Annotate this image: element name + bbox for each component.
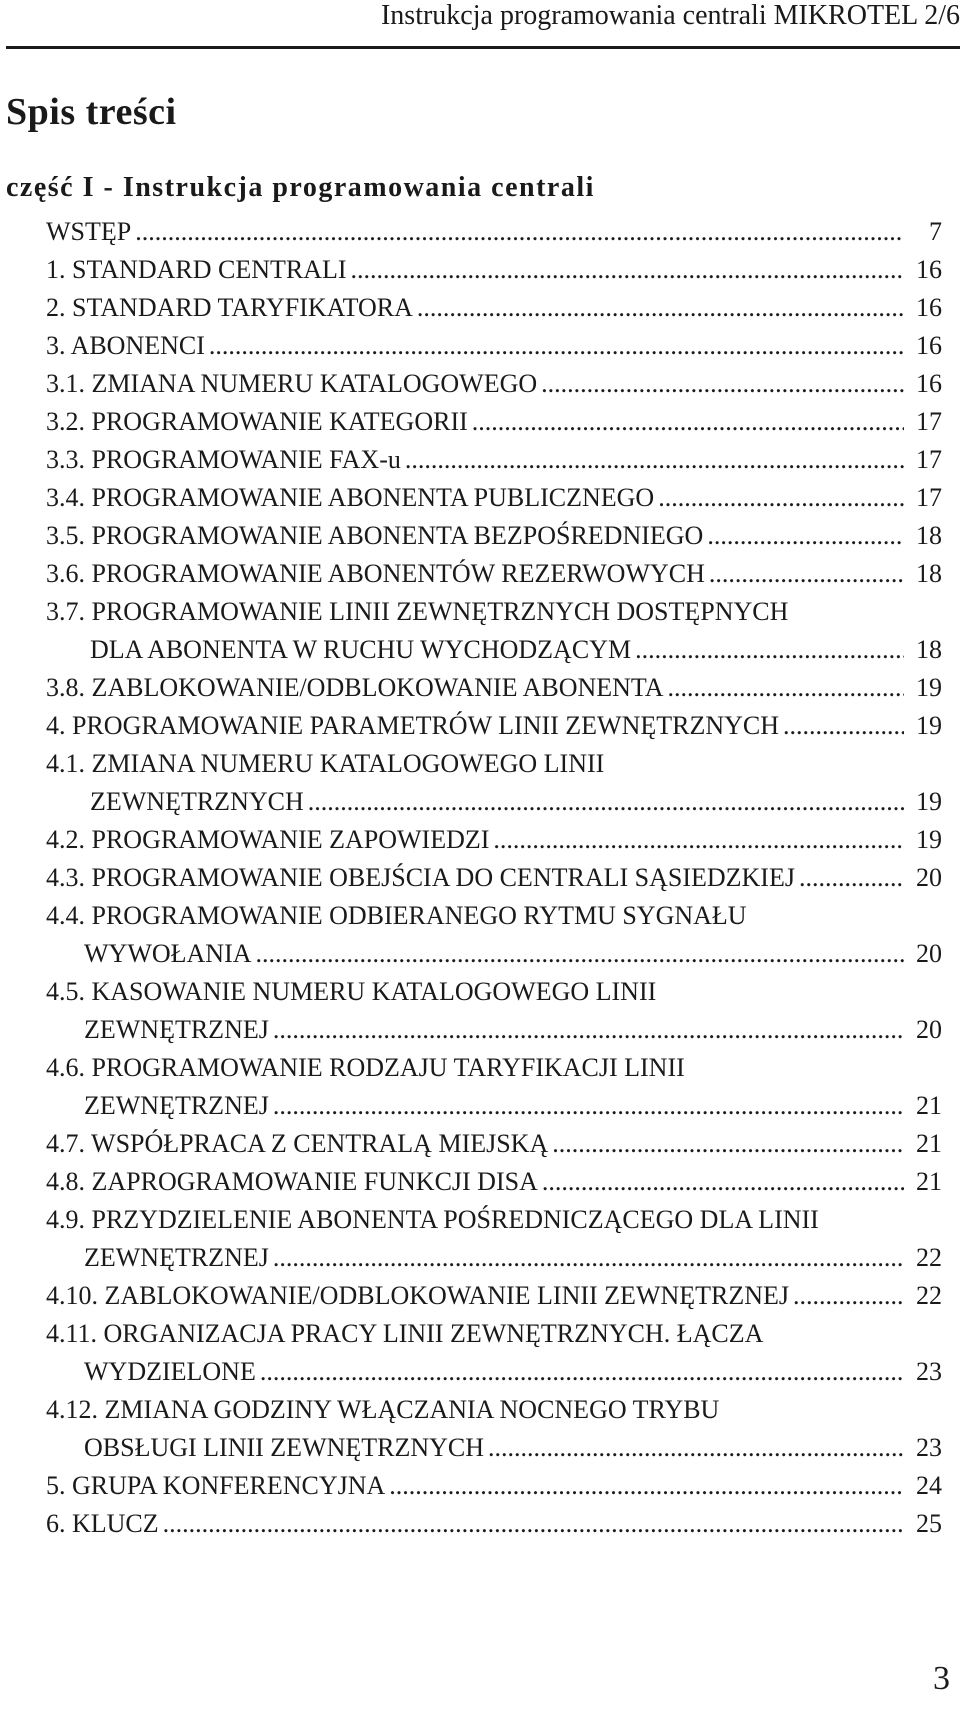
toc-page-number: 19 — [916, 825, 942, 854]
toc-page-number: 16 — [916, 331, 942, 360]
toc-entry-title: 4.9. PRZYDZIELENIE ABONENTA POŚREDNICZĄCEGO DLA LINII — [46, 1205, 819, 1234]
toc-entry[interactable] — [46, 745, 942, 821]
toc-page-number: 7 — [929, 217, 942, 246]
toc-entry[interactable] — [46, 1163, 942, 1201]
toc-entry-title: 3.6. PROGRAMOWANIE ABONENTÓW REZERWOWYCH — [46, 559, 705, 588]
toc-leader-dots — [135, 213, 904, 251]
toc-leader-dots — [260, 1353, 904, 1391]
toc-page-number: 17 — [916, 483, 942, 512]
toc-entry[interactable] — [46, 479, 942, 517]
toc-entry[interactable] — [46, 441, 942, 479]
page-title: Spis treści — [6, 91, 177, 133]
toc-entry[interactable] — [46, 897, 942, 973]
toc-page-number: 18 — [916, 559, 942, 588]
toc-leader-dots — [308, 783, 904, 821]
toc-entry-continuation: ZEWNĘTRZNEJ — [84, 1243, 269, 1272]
toc-entry[interactable] — [46, 517, 942, 555]
toc-entry[interactable] — [46, 1277, 942, 1315]
toc-entry[interactable] — [46, 1125, 942, 1163]
toc-entry-title: 4.1. ZMIANA NUMERU KATALOGOWEGO LINII — [46, 749, 605, 778]
toc-leader-dots — [351, 251, 904, 289]
toc-page-number: 21 — [916, 1091, 942, 1120]
toc-page-number: 22 — [916, 1281, 942, 1310]
toc-leader-dots — [783, 707, 904, 745]
toc-page-number: 17 — [916, 407, 942, 436]
header-title: Instrukcja programowania centrali MIKROTEL 2/6 — [380, 0, 960, 31]
toc-entry-title: 4.5. KASOWANIE NUMERU KATALOGOWEGO LINII — [46, 977, 657, 1006]
page-header — [6, 0, 960, 49]
toc-entry-title: 4. PROGRAMOWANIE PARAMETRÓW LINII ZEWNĘTRZNYCH — [46, 711, 780, 740]
toc-entry[interactable] — [46, 821, 942, 859]
toc-entry-title: 3.5. PROGRAMOWANIE ABONENTA BEZPOŚREDNIEGO — [46, 521, 704, 550]
toc-entry[interactable] — [46, 365, 942, 403]
toc-entry-title: 3.7. PROGRAMOWANIE LINII ZEWNĘTRZNYCH DOSTĘPNYCH — [46, 597, 789, 626]
toc-page-number: 23 — [916, 1357, 942, 1386]
toc-entry-title: 3.1. ZMIANA NUMERU KATALOGOWEGO — [46, 369, 538, 398]
toc-page-number: 20 — [916, 1015, 942, 1044]
toc-page-number: 22 — [916, 1243, 942, 1272]
toc-page-number: 21 — [916, 1129, 942, 1158]
toc-page-number: 17 — [916, 445, 942, 474]
toc-leader-dots — [793, 1277, 904, 1315]
toc-leader-dots — [668, 669, 904, 707]
toc-leader-dots — [273, 1239, 904, 1277]
toc-page-number: 19 — [916, 711, 942, 740]
toc-leader-dots — [389, 1467, 904, 1505]
toc-page-number: 25 — [916, 1509, 942, 1538]
toc-entry-title: 3.4. PROGRAMOWANIE ABONENTA PUBLICZNEGO — [46, 483, 655, 512]
toc-entry-continuation: ZEWNĘTRZNEJ — [84, 1091, 269, 1120]
toc-leader-dots — [541, 365, 904, 403]
toc-leader-dots — [493, 821, 904, 859]
toc-leader-dots — [707, 517, 904, 555]
toc-entry-title: WSTĘP — [46, 217, 132, 246]
toc-entry[interactable] — [46, 327, 942, 365]
toc-page-number: 19 — [916, 673, 942, 702]
toc-leader-dots — [163, 1505, 904, 1543]
toc-entry-continuation: DLA ABONENTA W RUCHU WYCHODZĄCYM — [90, 635, 632, 664]
toc-entry-continuation: WYWOŁANIA — [84, 939, 252, 968]
toc-entry[interactable] — [46, 1201, 942, 1277]
toc-leader-dots — [799, 859, 904, 897]
toc-entry[interactable] — [46, 593, 942, 669]
toc-entry-title: 4.10. ZABLOKOWANIE/ODBLOKOWANIE LINII ZEWNĘTRZNEJ — [46, 1281, 790, 1310]
toc-entry[interactable] — [46, 289, 942, 327]
toc-leader-dots — [273, 1087, 904, 1125]
toc-entry[interactable] — [46, 707, 942, 745]
toc-entry-title: 4.6. PROGRAMOWANIE RODZAJU TARYFIKACJI LINII — [46, 1053, 685, 1082]
toc-page-number: 21 — [916, 1167, 942, 1196]
toc-page-number: 18 — [916, 635, 942, 664]
toc-entry-title: 3.3. PROGRAMOWANIE FAX-u — [46, 445, 401, 474]
toc-entry-title: 4.12. ZMIANA GODZINY WŁĄCZANIA NOCNEGO TRYBU — [46, 1395, 720, 1424]
toc-entry-title: 4.4. PROGRAMOWANIE ODBIERANEGO RYTMU SYGNAŁU — [46, 901, 747, 930]
toc-entry-title: 4.8. ZAPROGRAMOWANIE FUNKCJI DISA — [46, 1167, 538, 1196]
toc-page-number: 20 — [916, 863, 942, 892]
toc-leader-dots — [488, 1429, 904, 1467]
toc-leader-dots — [273, 1011, 904, 1049]
toc-entry[interactable] — [46, 669, 942, 707]
toc-entry-title: 3. ABONENCI — [46, 331, 205, 360]
table-of-contents — [46, 213, 942, 1543]
toc-leader-dots — [542, 1163, 904, 1201]
toc-leader-dots — [552, 1125, 904, 1163]
toc-entry[interactable] — [46, 1505, 942, 1543]
toc-entry[interactable] — [46, 1391, 942, 1467]
toc-page-number: 18 — [916, 521, 942, 550]
toc-leader-dots — [256, 935, 904, 973]
toc-page-number: 20 — [916, 939, 942, 968]
page-number: 3 — [933, 1660, 950, 1697]
toc-entry[interactable] — [46, 859, 942, 897]
toc-entry-title: 4.2. PROGRAMOWANIE ZAPOWIEDZI — [46, 825, 490, 854]
toc-leader-dots — [405, 441, 904, 479]
toc-leader-dots — [472, 403, 904, 441]
toc-entry[interactable] — [46, 555, 942, 593]
toc-entry-title: 1. STANDARD CENTRALI — [46, 255, 347, 284]
toc-entry-title: 3.8. ZABLOKOWANIE/ODBLOKOWANIE ABONENTA — [46, 673, 664, 702]
toc-entry-title: 4.7. WSPÓŁPRACA Z CENTRALĄ MIEJSKĄ — [46, 1129, 549, 1158]
toc-entry-title: 4.11. ORGANIZACJA PRACY LINII ZEWNĘTRZNYCH. ŁĄCZA — [46, 1319, 764, 1348]
toc-entry-title: 3.2. PROGRAMOWANIE KATEGORII — [46, 407, 468, 436]
toc-entry[interactable] — [46, 251, 942, 289]
toc-entry-continuation: ZEWNĘTRZNEJ — [84, 1015, 269, 1044]
toc-page-number: 24 — [916, 1471, 942, 1500]
toc-entry[interactable] — [46, 973, 942, 1049]
toc-page-number: 23 — [916, 1433, 942, 1462]
toc-entry-title: 6. KLUCZ — [46, 1509, 159, 1538]
toc-entry-title: 5. GRUPA KONFERENCYJNA — [46, 1471, 386, 1500]
toc-leader-dots — [709, 555, 904, 593]
toc-entry[interactable] — [46, 213, 942, 251]
toc-entry[interactable] — [46, 1467, 942, 1505]
toc-leader-dots — [417, 289, 904, 327]
toc-entry-title: 2. STANDARD TARYFIKATORA — [46, 293, 413, 322]
part-heading: część I - Instrukcja programowania centrali — [6, 172, 595, 203]
toc-leader-dots — [209, 327, 904, 365]
toc-page-number: 16 — [916, 255, 942, 284]
toc-entry[interactable] — [46, 1049, 942, 1125]
toc-leader-dots — [658, 479, 904, 517]
toc-entry[interactable] — [46, 403, 942, 441]
toc-entry[interactable] — [46, 1315, 942, 1391]
toc-entry-continuation: OBSŁUGI LINII ZEWNĘTRZNYCH — [84, 1433, 485, 1462]
toc-entry-title: 4.3. PROGRAMOWANIE OBEJŚCIA DO CENTRALI SĄSIEDZKIEJ — [46, 863, 795, 892]
toc-page-number: 16 — [916, 369, 942, 398]
toc-page-number: 19 — [916, 787, 942, 816]
toc-entry-continuation: WYDZIELONE — [84, 1357, 256, 1386]
toc-page-number: 16 — [916, 293, 942, 322]
toc-entry-continuation: ZEWNĘTRZNYCH — [90, 787, 304, 816]
toc-leader-dots — [635, 631, 904, 669]
